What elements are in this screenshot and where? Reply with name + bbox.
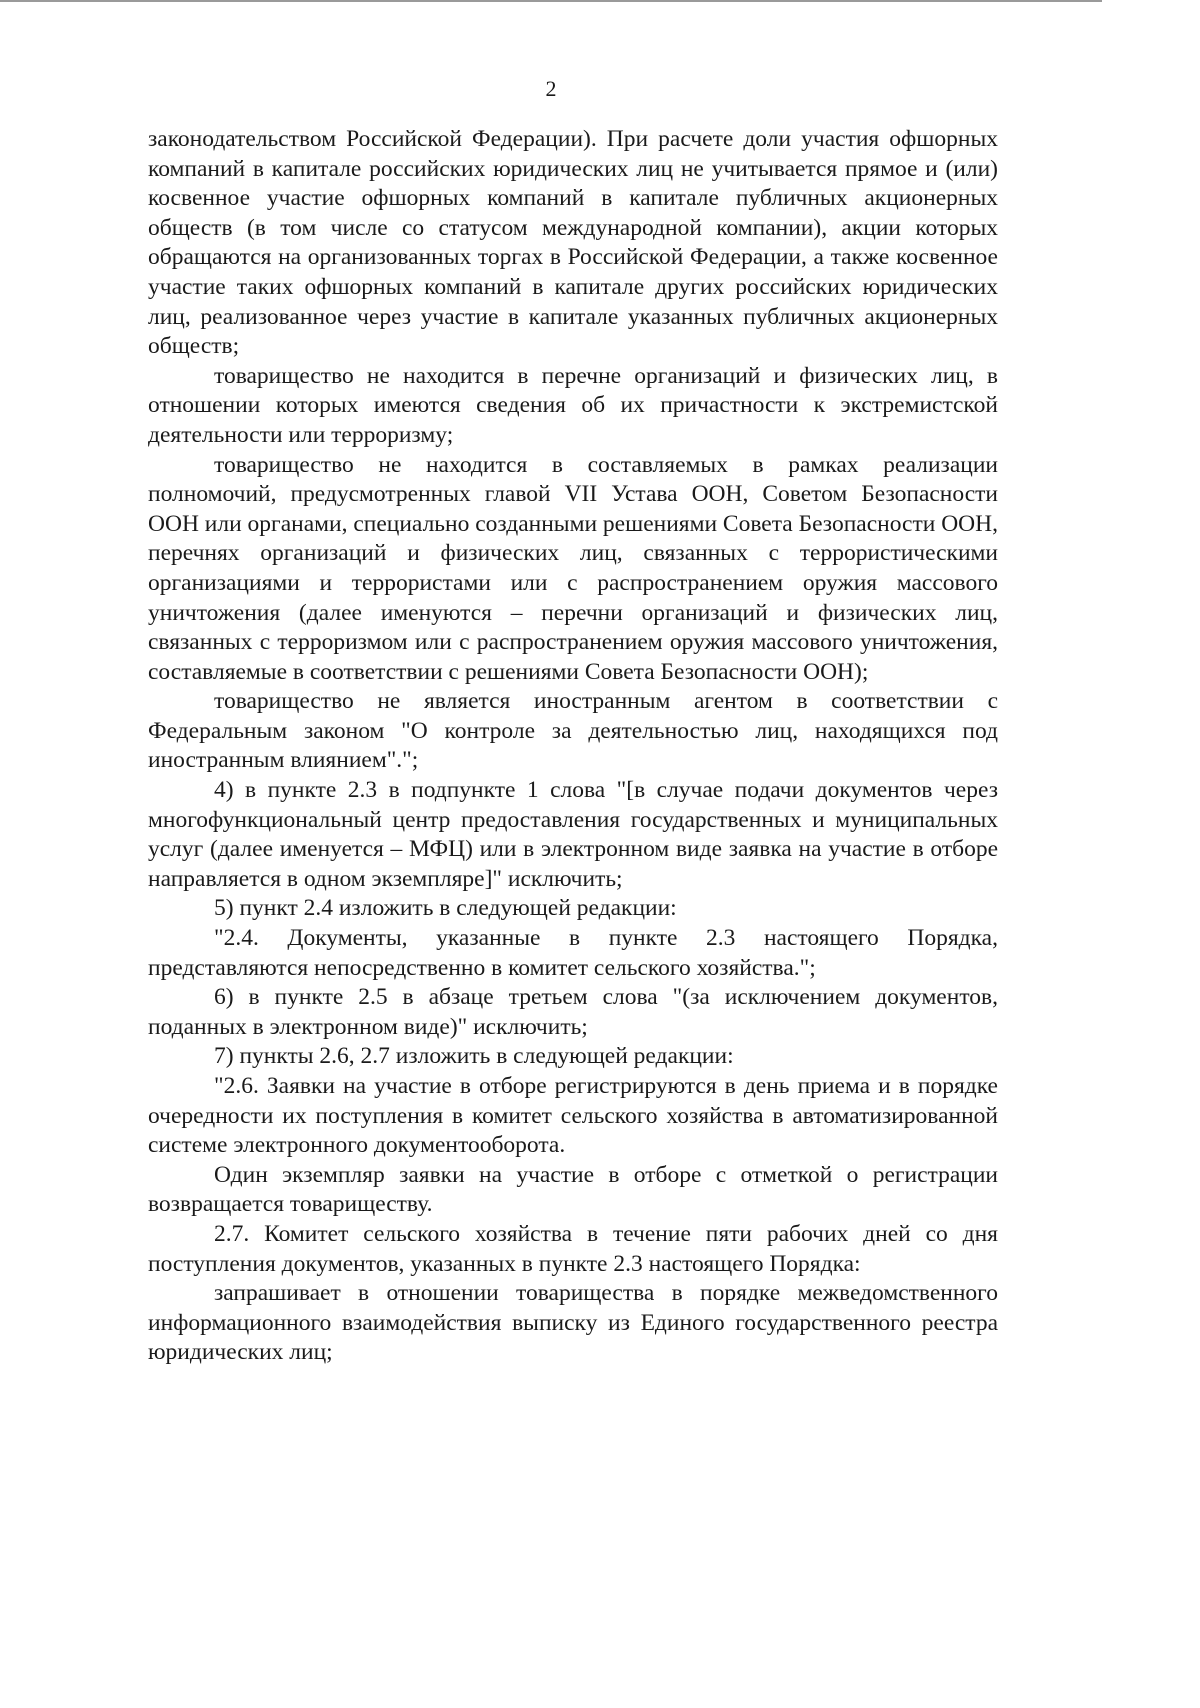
paragraph-item-4: 4) в пункте 2.3 в подпункте 1 слова "[в случае подачи документов через многофункциональный центр предоставления государственных и муниципальных услуг (далее именуется – МФЦ) или в электронном виде заявка на участие в отборе направляется в одном экземпляре]" исключить; [148, 777, 998, 892]
paragraph-clause-2-6: "2.6. Заявки на участие в отборе регистрируются в день приема и в порядке очередности их поступления в комитет сельского хозяйства в автоматизированной системе электронного документооборота. [148, 1073, 998, 1159]
paragraph-egrul-request: запрашивает в отношении товарищества в порядке межведомственного информационного взаимодействия выписку из Единого государственного реестра юридических лиц; [148, 1280, 998, 1366]
paragraph-un-security-council-list: товарищество не находится в составляемых в рамках реализации полномочий, предусмотренных главой VII Устава ООН, Советом Безопасности ООН или органами, специально созданными решениями Совета Безопасности ООН, перечнях организаций и физических лиц, связанных с террористическими организациями и террористами или с распространением оружия массового уничтожения (далее именуются – перечни организаций и физических лиц, связанных с терроризмом или с распространением оружия массового уничтожения, составляемые в соответствии с решениями Совета Безопасности ООН); [148, 451, 998, 685]
paragraph-registration-copy: Один экземпляр заявки на участие в отборе с отметкой о регистрации возвращается товариществу. [148, 1161, 998, 1218]
paragraph-continuation-offshore: законодательством Российской Федерации). При расчете доли участия офшорных компаний в капитале российских юридических лиц не учитывается прямое и (или) косвенное участие офшорных компаний в капитале публичных акционерных обществ (в том числе со статусом международной компании), акции которых обращаются на организованных торгах в Российской Федерации, а также косвенное участие таких офшорных компаний в капитале других российских юридических лиц, реализованное через участие в капитале указанных публичных акционерных обществ; [148, 126, 998, 360]
paragraph-item-7: 7) пункты 2.6, 2.7 изложить в следующей редакции: [214, 1043, 734, 1070]
paragraph-clause-2-4: "2.4. Документы, указанные в пункте 2.3 настоящего Порядка, представляются непосредственно в комитет сельского хозяйства."; [148, 925, 998, 981]
page-number: 2 [545, 76, 557, 101]
paragraph-item-6: 6) в пункте 2.5 в абзаце третьем слова "(за исключением документов, поданных в электронном виде)" исключить; [148, 984, 998, 1040]
scan-top-edge [0, 0, 1102, 2]
paragraph-clause-2-7: 2.7. Комитет сельского хозяйства в течение пяти рабочих дней со дня поступления документов, указанных в пункте 2.3 настоящего Порядка: [148, 1220, 998, 1277]
paragraph-foreign-agent: товарищество не является иностранным агентом в соответствии с Федеральным законом "О контроле за деятельностью лиц, находящихся под иностранным влиянием"."; [148, 688, 998, 774]
paragraph-extremism-list: товарищество не находится в перечне организаций и физических лиц, в отношении которых имеются сведения об их причастности к экстремистской деятельности или терроризму; [148, 362, 998, 448]
document-body [148, 125, 998, 1368]
paragraph-item-5: 5) пункт 2.4 изложить в следующей редакции: [214, 895, 677, 922]
